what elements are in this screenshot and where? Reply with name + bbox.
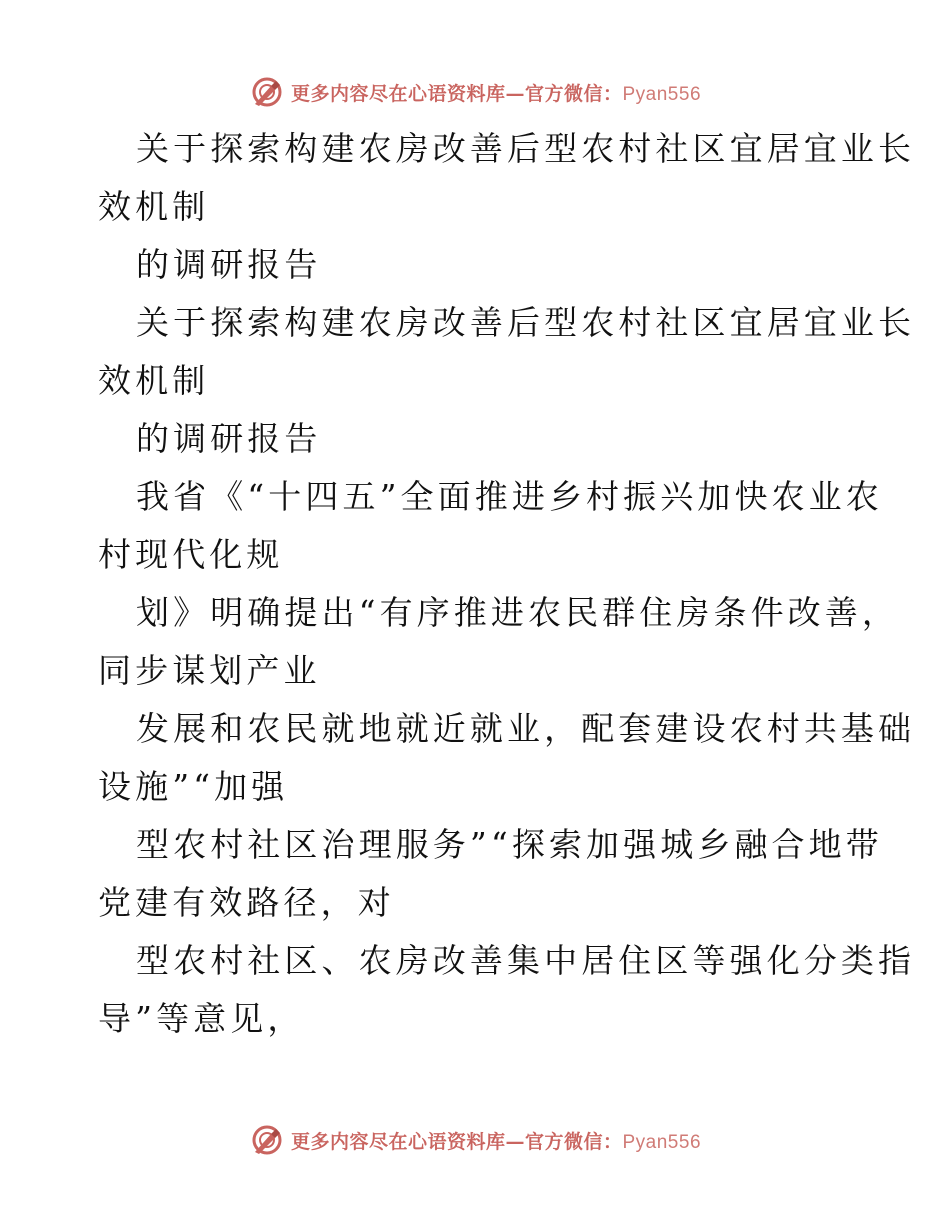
- body-line: 关于探索构建农房改善后型农村社区宜居宜业长: [136, 129, 916, 168]
- body-line: 的调研报告: [136, 419, 322, 458]
- header-banner: [0, 72, 950, 112]
- banner-text: 更多内容尽在心语资料库—官方微信：Pyan556: [290, 82, 702, 105]
- body-line: 同步谋划产业: [98, 651, 321, 690]
- body-line: 村现代化规: [98, 535, 284, 574]
- pen-logo-icon: [249, 74, 285, 110]
- banner-text: 更多内容尽在心语资料库—官方微信：Pyan556: [290, 1130, 702, 1153]
- body-line: 关于探索构建农房改善后型农村社区宜居宜业长: [136, 303, 916, 342]
- body-line: 效机制: [98, 361, 210, 400]
- document-body: [98, 120, 916, 1048]
- body-line: 效机制: [98, 187, 210, 226]
- body-line: 型农村社区治理服务”“探索加强城乡融合地带: [136, 825, 883, 864]
- body-line: 设施”“加强: [98, 767, 289, 806]
- body-line: 发展和农民就地就近就业，配套建设农村共基础: [136, 709, 916, 748]
- body-line: 的调研报告: [136, 245, 322, 284]
- body-line: 导”等意见，: [98, 999, 305, 1038]
- wechat-id: Pyan556: [622, 83, 702, 105]
- body-line: 划》明确提出“有序推进农民群住房条件改善，: [136, 593, 899, 632]
- wechat-id: Pyan556: [622, 1131, 702, 1153]
- footer-banner: [0, 1120, 950, 1160]
- pen-logo-icon: [249, 1122, 285, 1158]
- body-line: 型农村社区、农房改善集中居住区等强化分类指: [136, 941, 916, 980]
- body-line: 我省《“十四五”全面推进乡村振兴加快农业农: [136, 477, 883, 516]
- body-line: 党建有效路径，对: [98, 883, 395, 922]
